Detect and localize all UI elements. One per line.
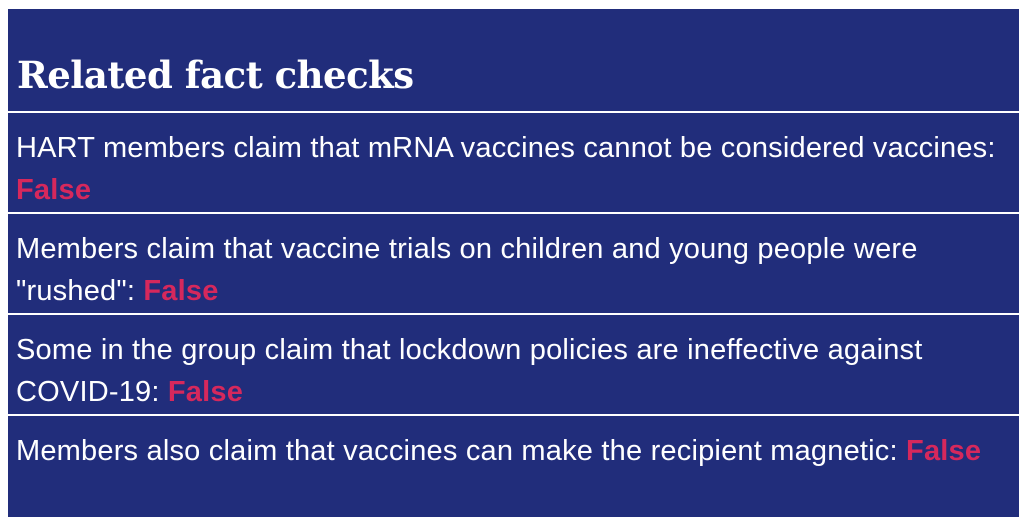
fact-check-verdict: False xyxy=(906,435,982,467)
fact-check-item[interactable] xyxy=(8,315,1019,416)
fact-check-claim: Some in the group claim that lockdown policies are ineffective against COVID-19: xyxy=(16,334,923,408)
fact-check-verdict: False xyxy=(167,376,244,408)
section-title: Related fact checks xyxy=(17,53,414,97)
fact-check-claim: Members claim that vaccine trials on children and young people were "rushed": xyxy=(16,233,918,307)
fact-check-claim: Members also claim that vaccines can make the recipient magnetic: xyxy=(16,435,898,467)
related-fact-checks-header xyxy=(8,9,1019,113)
fact-check-claim: HART members claim that mRNA vaccines cannot be considered vaccines: xyxy=(16,132,996,164)
fact-check-item[interactable] xyxy=(8,214,1019,315)
fact-check-verdict: False xyxy=(16,174,92,206)
fact-check-item[interactable] xyxy=(8,113,1019,214)
fact-check-item[interactable] xyxy=(8,416,1019,517)
fact-check-verdict: False xyxy=(143,275,219,307)
related-fact-checks-box xyxy=(8,9,1019,517)
